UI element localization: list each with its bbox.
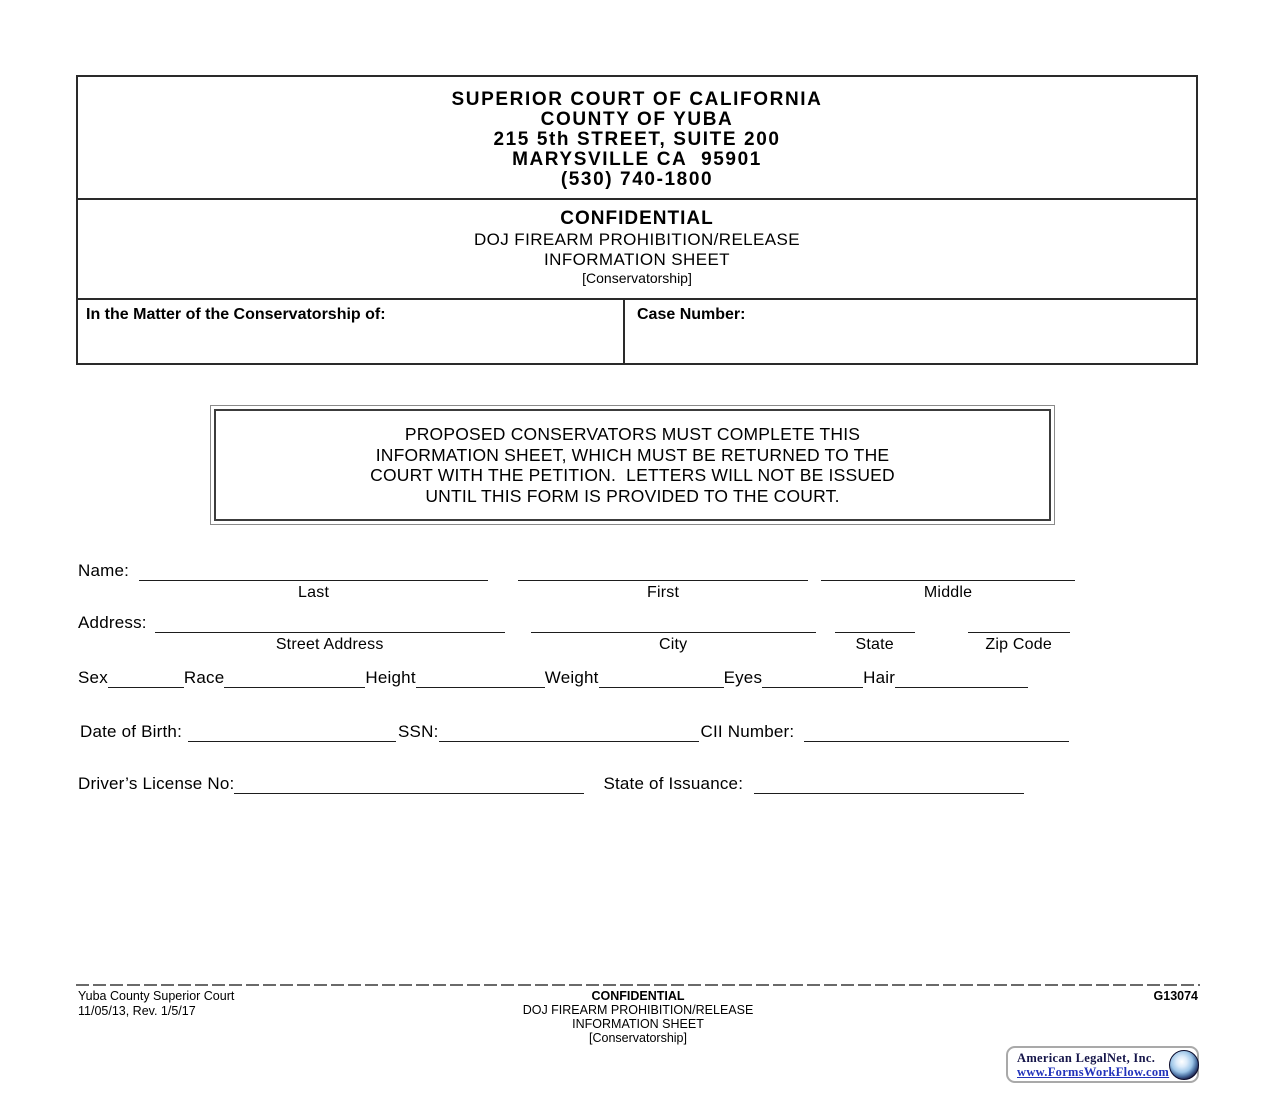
county-line: COUNTY OF YUBA: [540, 109, 734, 130]
physical-description-row: [78, 668, 1028, 688]
case-caption-row: [78, 300, 1196, 363]
dob-label: Date of Birth:: [80, 722, 183, 741]
globe-icon: [1169, 1050, 1199, 1080]
name-first-field-line: [518, 561, 808, 581]
notice-line: PROPOSED CONSERVATORS MUST COMPLETE THIS: [404, 424, 861, 444]
name-sublabel-last: Last: [298, 584, 330, 601]
notice-box: [210, 405, 1055, 525]
cii-label: CII Number:: [700, 722, 795, 741]
notice-line: INFORMATION SHEET, WHICH MUST BE RETURNED TO THE: [375, 444, 890, 465]
name-middle-field-line: [821, 561, 1075, 581]
cii-field-line: [804, 722, 1069, 742]
state-field-line: [835, 613, 915, 633]
race-field-line: [224, 668, 365, 688]
doc-title-line2: INFORMATION SHEET: [544, 250, 730, 269]
court-header-box: [76, 75, 1198, 365]
phone-line: (530) 740-1800: [560, 169, 714, 190]
name-row: [78, 561, 1075, 602]
race-label: Race: [183, 668, 225, 687]
footer-doc-title-line2: INFORMATION SHEET: [572, 1017, 704, 1031]
matter-of-label: In the Matter of the Conservatorship of:: [78, 300, 625, 363]
street-line: 215 5th STREET, SUITE 200: [493, 129, 781, 150]
footer-left-block: [78, 989, 234, 1019]
height-field-line: [416, 668, 545, 688]
footer-center-block: [338, 989, 938, 1045]
drivers-license-field-line: [234, 774, 584, 794]
dob-ssn-cii-row: [80, 722, 1069, 742]
document-title-block: [78, 200, 1196, 300]
drivers-license-row: [78, 774, 1024, 794]
footer-revision-date: 11/05/13, Rev. 1/5/17: [78, 1004, 196, 1018]
form-number: G13074: [1153, 989, 1198, 1003]
name-label: Name:: [78, 561, 130, 580]
doc-title-line1: DOJ FIREARM PROHIBITION/RELEASE: [473, 230, 800, 249]
address-sublabel-street: Street Address: [275, 636, 384, 653]
name-sublabel-middle: Middle: [923, 584, 973, 601]
court-name-line: SUPERIOR COURT OF CALIFORNIA: [451, 89, 823, 110]
footer-doc-subtitle: [Conservatorship]: [589, 1031, 687, 1045]
hair-label: Hair: [863, 668, 896, 687]
hair-field-line: [895, 668, 1028, 688]
dob-field-line: [188, 722, 396, 742]
eyes-field-line: [762, 668, 863, 688]
legalnet-company-name: American LegalNet, Inc.: [1017, 1050, 1156, 1065]
notice-line: UNTIL THIS FORM IS PROVIDED TO THE COURT.: [425, 485, 840, 506]
address-row: [78, 613, 1070, 654]
footer-doc-title-line1: DOJ FIREARM PROHIBITION/RELEASE: [522, 1003, 754, 1017]
drivers-license-label: Driver’s License No:: [78, 774, 235, 793]
confidential-title: CONFIDENTIAL: [560, 208, 714, 229]
city-field-line: [531, 613, 816, 633]
weight-label: Weight: [544, 668, 599, 687]
footer-confidential: CONFIDENTIAL: [591, 989, 685, 1003]
doc-subtitle: [Conservatorship]: [582, 270, 692, 286]
address-sublabel-zip: Zip Code: [985, 636, 1052, 653]
height-label: Height: [365, 668, 416, 687]
notice-text: [214, 409, 1051, 521]
street-address-field-line: [155, 613, 505, 633]
address-sublabel-city: City: [659, 636, 688, 653]
case-number-label: Case Number:: [637, 306, 746, 323]
city-line: MARYSVILLE CA 95901: [512, 149, 762, 170]
name-last-field-line: [139, 561, 488, 581]
footer-divider: [76, 984, 1200, 986]
address-sublabel-state: State: [855, 636, 894, 653]
eyes-label: Eyes: [723, 668, 763, 687]
address-label: Address:: [78, 613, 147, 632]
formsworkflow-link[interactable]: www.FormsWorkFlow.com: [1017, 1064, 1170, 1079]
american-legalnet-badge: [1006, 1046, 1199, 1083]
issuance-field-line: [754, 774, 1024, 794]
sex-label: Sex: [78, 668, 108, 687]
name-sublabel-first: First: [647, 584, 680, 601]
zip-field-line: [968, 613, 1070, 633]
ssn-field-line: [439, 722, 699, 742]
weight-field-line: [599, 668, 724, 688]
state-of-issuance-label: State of Issuance:: [603, 774, 744, 793]
notice-line: COURT WITH THE PETITION. LETTERS WILL NOT BE ISSUED: [370, 465, 895, 485]
sex-field-line: [108, 668, 184, 688]
ssn-label: SSN:: [398, 722, 439, 741]
footer-court-name: Yuba County Superior Court: [78, 989, 235, 1003]
court-address-block: [78, 77, 1196, 200]
